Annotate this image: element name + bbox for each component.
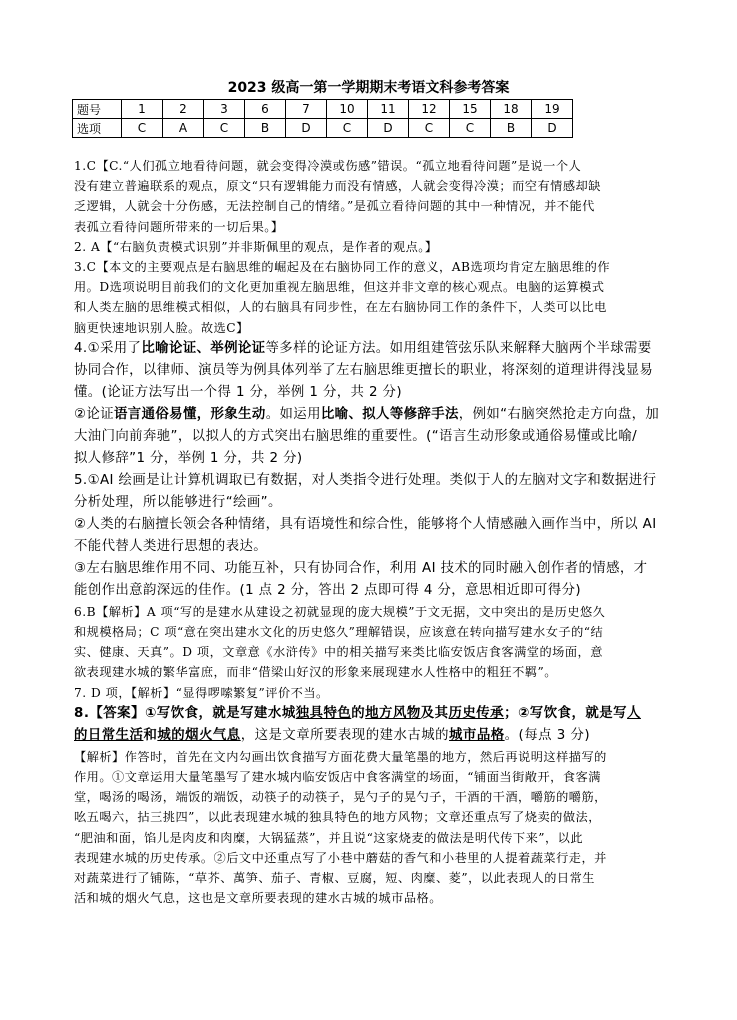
answer-choice: C — [327, 119, 368, 138]
answer-choice: A — [163, 119, 204, 138]
explanation-line: 拟人修辞”1 分，举例 1 分，共 2 分) — [74, 450, 303, 466]
key-point: 语言通俗易懂，形象生动 — [114, 406, 266, 422]
key-point: 历史传承 — [448, 705, 505, 721]
question-number: 18 — [491, 100, 532, 119]
explanation-line: 乏逻辑，人就会十分伤感，无法控制自己的情绪。”是孤立看待问题的其中一种情况，并不能代 — [74, 199, 595, 214]
question-number: 7 — [286, 100, 327, 119]
question-number: 12 — [409, 100, 450, 119]
answer-choice: B — [491, 119, 532, 138]
question-number: 2 — [163, 100, 204, 119]
explanation-line — [74, 725, 674, 747]
question-number: 3 — [204, 100, 245, 119]
explanation-line: 3.C【本文的主要观点是右脑思维的崛起及在右脑协同工作的意义，AB选项均肯定左脑思维的作 — [74, 260, 611, 275]
explanation-line: 表现建水城的历史传承。②后文中还重点写了小巷中蘑菇的香气和小巷里的人提着蔬菜行走，并 — [74, 850, 607, 865]
answer-choice: C — [122, 119, 163, 138]
explanation-line: 大油门向前奔驰”，以拟人的方式突出右脑思维的重要性。(“语言生动形象或通俗易懂或比喻/ — [74, 428, 638, 444]
key-point: 地方风物 — [365, 705, 421, 721]
key-point: 独具特色 — [295, 705, 352, 721]
text-segment: 和 — [143, 727, 158, 743]
explanation-line: 6.B【解析】A 项“写的是建水从建设之初就显现的庞大规模”于文无据，文中突出的是历史悠久 — [74, 604, 606, 619]
explanation-line: 2. A【“右脑负责模式识别”并非斯佩里的观点，是作者的观点。】 — [74, 239, 438, 254]
answer-choice: C — [450, 119, 491, 138]
question-number: 19 — [532, 100, 573, 119]
text-segment: 的 — [351, 705, 366, 721]
answer-choice: D — [368, 119, 409, 138]
explanation-line: 实、健康、天真”。D 项，文章意《水浒传》中的相关描写来类比临安饭店食客满堂的场面，意 — [74, 645, 603, 660]
text-segment: 4.①采用了 — [74, 340, 142, 356]
explanation-line: ②人类的右脑擅长领会各种情绪，具有语境性和综合性，能够将个人情感融入画作当中，所以 AI — [74, 516, 657, 532]
explanation-line: ③左右脑思维作用不同、功能互补，只有协同合作，利用 AI 技术的同时融入创作者的情感，才 — [74, 560, 648, 576]
text-segment: 8.【答案】①写饮食，就是写建水城 — [74, 705, 296, 721]
page-title: 2023 级高一第一学期期末考语文科参考答案 — [227, 80, 510, 96]
explanation-line: 5.①AI 绘画是让计算机调取已有数据，对人类指令进行处理。类似于人的左脑对文字和数据进行 — [74, 472, 657, 488]
explanation-line: 吆五喝六，拈三挑四”，以此表现建水城的独具特色的地方风物；文章还重点写了烧卖的做法， — [74, 810, 601, 825]
explanation-line: 和人类左脑的思维模式相似，人的右脑具有同步性，在左右脑协同工作的条件下，人类可以比电 — [74, 300, 607, 315]
text-segment: ，例如“右脑突然抢走方向盘，加 — [458, 406, 660, 422]
explanation-line — [74, 703, 674, 725]
explanation-line: 欲表现建水城的繁华富庶，而非“借梁山好汉的形象来展现建水人性格中的粗狂不羁”。 — [74, 665, 557, 680]
explanation-line — [74, 338, 674, 360]
text-segment: ；②写饮食，就是写 — [504, 705, 628, 721]
text-segment: 。(每点 3 分) — [504, 727, 591, 743]
question-number: 1 — [122, 100, 163, 119]
explanation-line: 堂，喝汤的喝汤，端饭的端饭，动筷子的动筷子，晃勺子的晃勺子，干酒的干酒，嚼筋的嚼筋， — [74, 790, 607, 805]
explanation-line: 懂。(论证方法写出一个得 1 分，举例 1 分，共 2 分) — [74, 384, 402, 400]
explanation-line: 1.C【C.“人们孤立地看待问题，就会变得冷漠或伤感”错误。“孤立地看待问题”是说一个人 — [74, 159, 582, 173]
text-segment: 及其 — [420, 705, 449, 721]
answer-table — [72, 99, 573, 138]
text-segment: 等多样的论证方法。如用组建管弦乐队来解释大脑两个半球需要 — [265, 340, 652, 356]
explanation-line: 用。D选项说明目前我们的文化更加重视左脑思维，但这并非文章的核心观点。电脑的运算模式 — [74, 280, 605, 295]
text-segment: ②论证 — [74, 406, 114, 422]
answer-choice: C — [409, 119, 450, 138]
text-segment: ，这是文章所要表现的建水古城的 — [240, 727, 450, 743]
question-number: 6 — [245, 100, 286, 119]
explanation-line: 和规模格局；C 项“意在突出建水文化的历史悠久”理解错误，应该意在转向描写建水女子的“结 — [74, 625, 604, 640]
explanation-line: 活和城的烟火气息，这也是文章所要表现的建水古城的城市品格。 — [74, 891, 442, 906]
key-point: 人 — [627, 705, 641, 721]
key-point: 的日常生活 — [74, 727, 144, 743]
key-point: 比喻、拟人等修辞手法 — [320, 406, 459, 422]
explanation-line: 脑更快速地识别人脸。故选C】 — [74, 320, 249, 335]
key-point: 比喻论证、举例论证 — [141, 340, 266, 356]
answer-row — [73, 119, 573, 138]
question-number: 11 — [368, 100, 409, 119]
key-point: 城市品格 — [449, 727, 505, 743]
row-label: 选项 — [73, 119, 122, 138]
explanation-line: “肥油和面，馅儿是肉皮和肉糜，大锅猛蒸”，并且说“这家烧麦的做法是明代传下来”，以此 — [74, 830, 584, 845]
key-point: 城的烟火气息 — [157, 727, 241, 743]
text-segment: 。如运用 — [265, 406, 321, 422]
answer-choice: D — [532, 119, 573, 138]
explanation-line: 协同合作，以律师、演员等为例具体列举了左右脑思维更擅长的职业，将深刻的道理讲得浅显易 — [74, 362, 654, 378]
explanation-line: 表孤立看待问题所带来的一切后果。】 — [74, 219, 284, 234]
question-number-row — [73, 100, 573, 119]
answer-explanations — [74, 156, 674, 908]
explanation-line: 7. D 项，【解析】“显得啰嗦繁复”评价不当。 — [74, 685, 329, 700]
answer-choice: C — [204, 119, 245, 138]
answer-choice: B — [245, 119, 286, 138]
explanation-line: 分析处理，所以能够进行“绘画”。 — [74, 494, 282, 510]
explanation-line — [74, 404, 674, 426]
explanation-line: 能创作出意韵深远的佳作。(1 点 2 分，答出 2 点即可得 4 分，意思相近即可得分) — [74, 582, 582, 598]
question-number: 15 — [450, 100, 491, 119]
explanation-line: 没有建立普遍联系的观点，原文“只有逻辑能力而没有情感，人就会变得冷漠；而空有情感却缺 — [74, 179, 601, 194]
explanation-line: 不能代替人类进行思想的表达。 — [74, 538, 268, 554]
question-number: 10 — [327, 100, 368, 119]
row-label: 题号 — [73, 100, 122, 119]
explanation-line: 【解析】作答时，首先在文内勾画出饮食描写方面花费大量笔墨的地方，然后再说明这样描写的 — [74, 749, 607, 764]
explanation-line: 作用。①文章运用大量笔墨写了建水城内临安饭店中食客满堂的场面，“铺面当街敞开，食客满 — [74, 770, 601, 785]
explanation-line: 对蔬菜进行了铺陈，“草芥、萬笋、茄子、青椒、豆腐，短、肉糜、菱”，以此表现人的日常生 — [74, 871, 595, 886]
answer-choice: D — [286, 119, 327, 138]
